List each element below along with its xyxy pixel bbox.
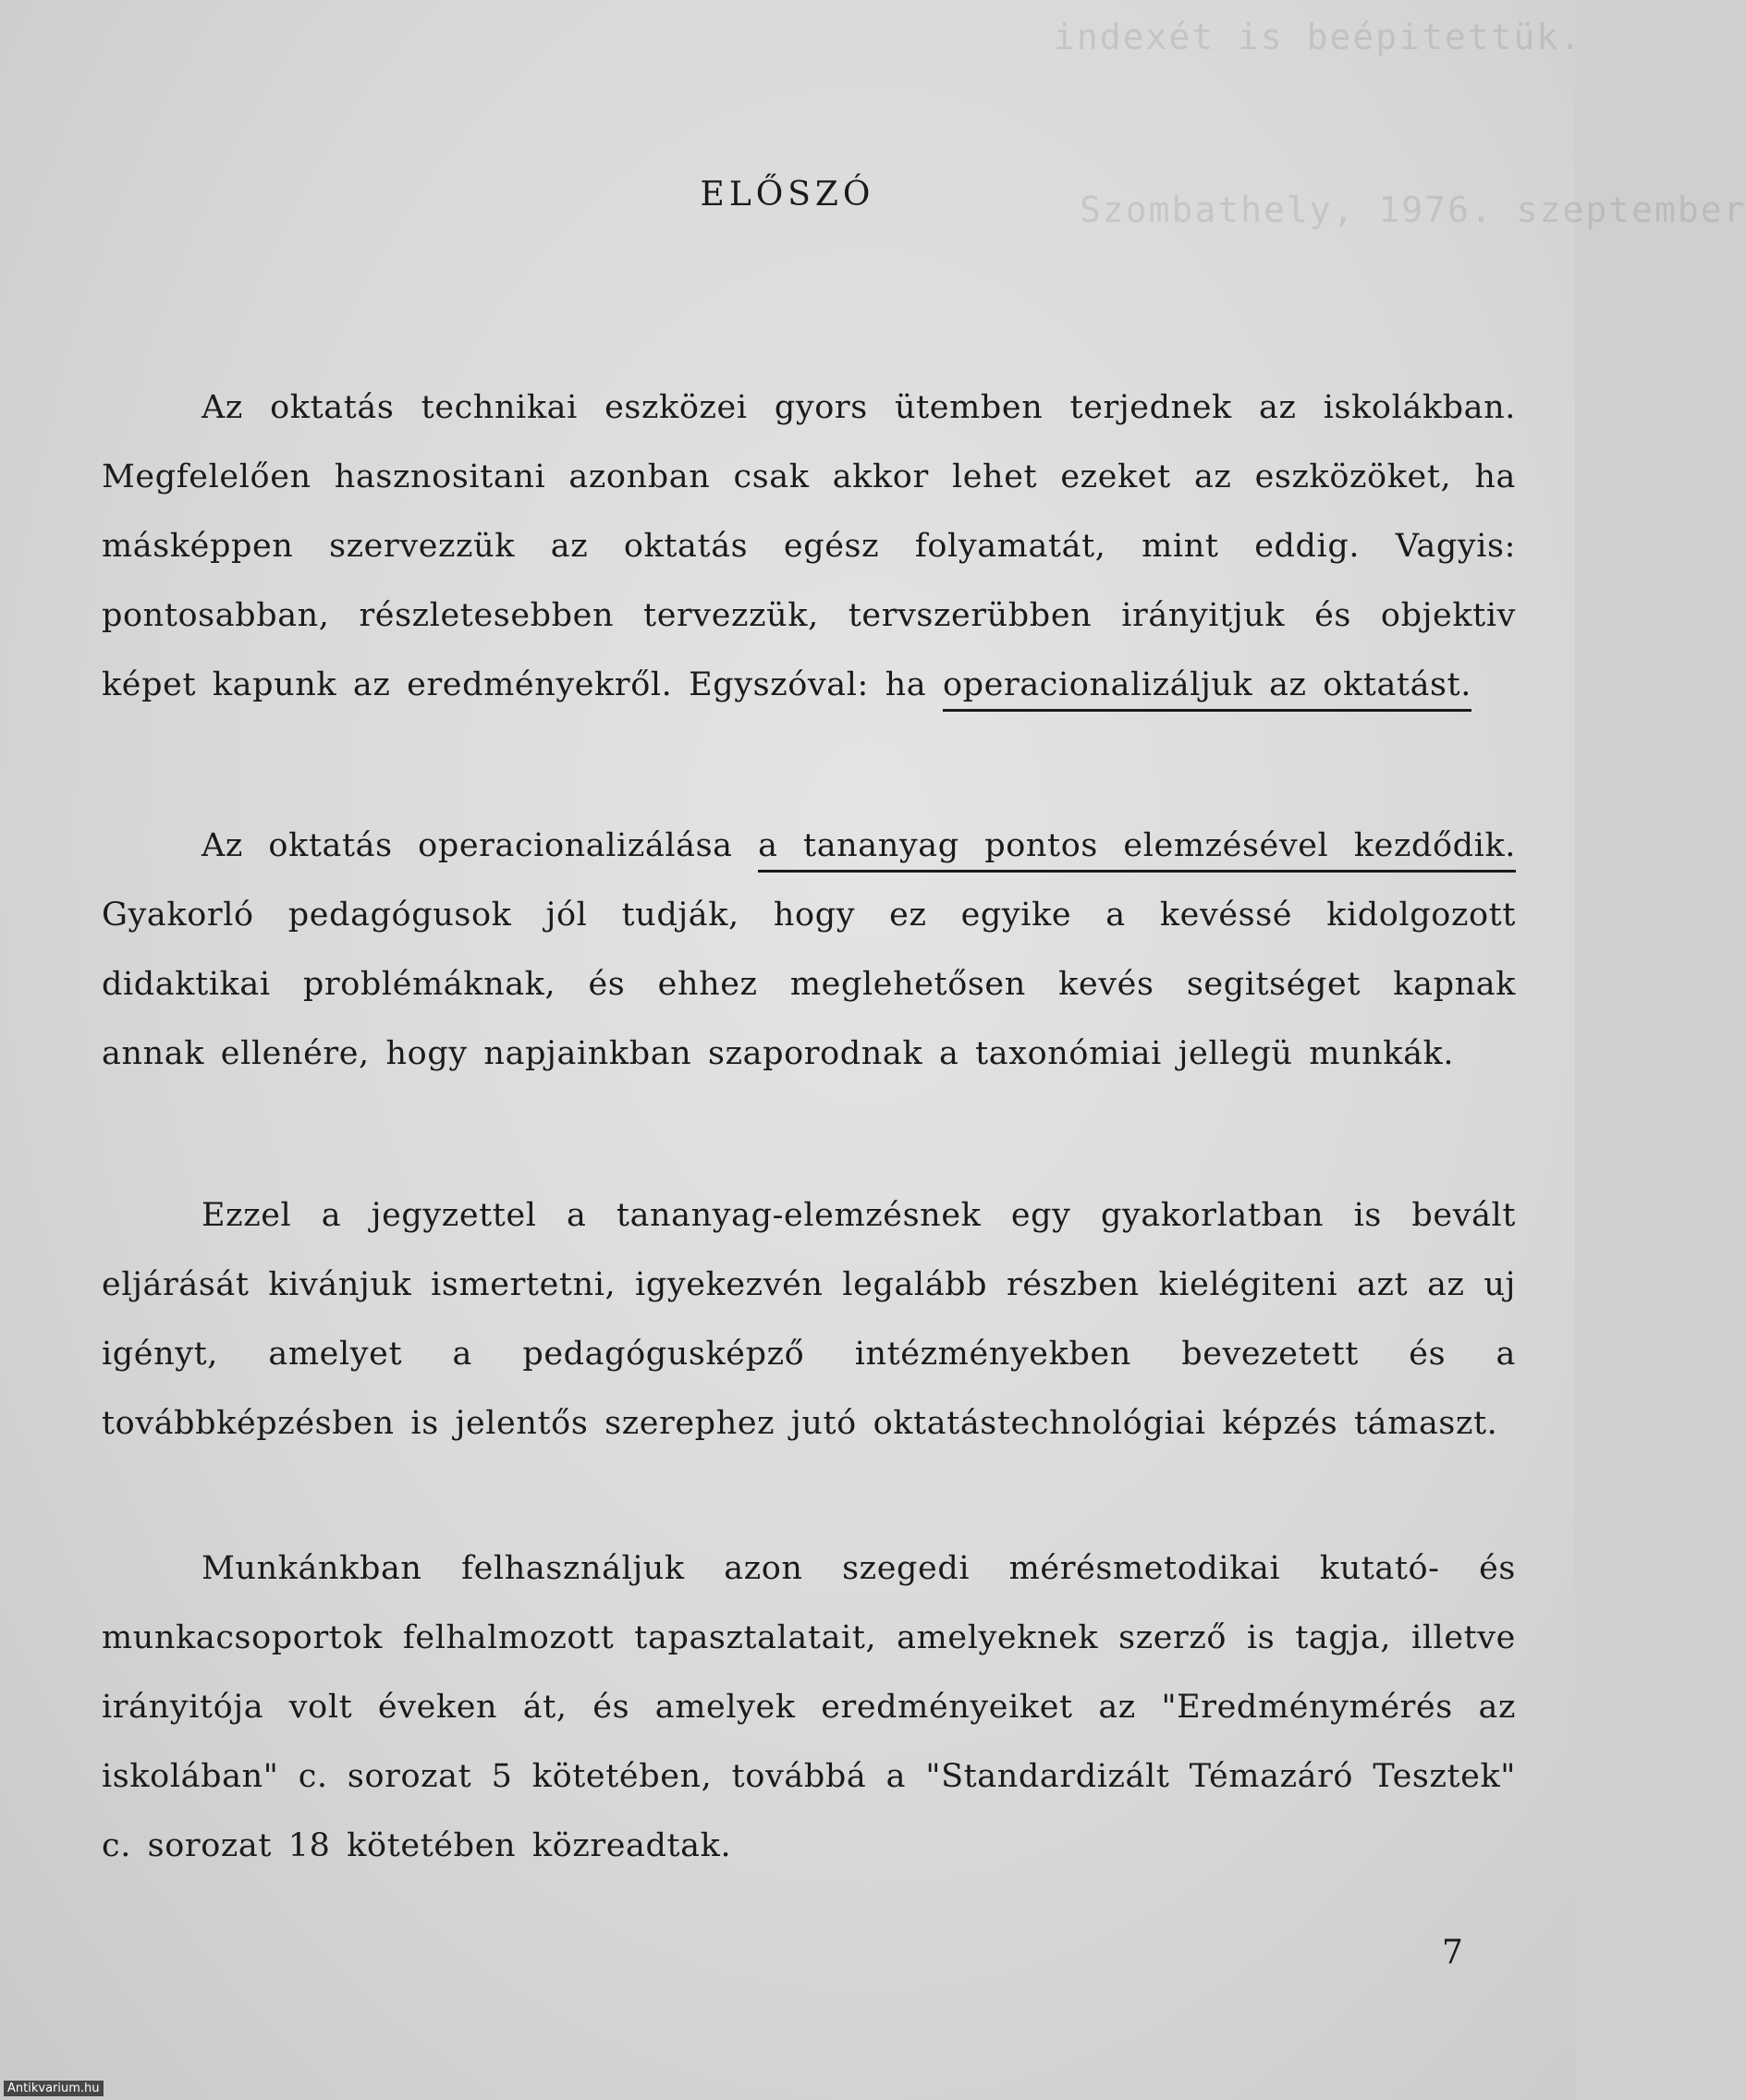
paragraph-text: Az oktatás operacionalizálása [201, 827, 759, 864]
watermark: Antikvarium.hu [4, 2081, 104, 2096]
underlined-phrase: a tananyag pontos elemzésével kezdődik. [758, 827, 1516, 873]
paragraph-text: Munkánkban felhasználjuk azon szegedi mérésmetodikai kutató- és munkacsoportok felhalmozott tapasztalatait, amelyeknek szerző is tagja, illetve irányitója volt éveken át, és amelyek eredményeiket az "Eredménymérés az iskolában" c. sorozat 5 kötetében, továbbá a "Standardizált Témazáró Tesztek" c. sorozat 18 kötetében közreadtak. [102, 1550, 1516, 1864]
paragraph-3 [102, 1181, 1516, 1459]
underlined-phrase: operacionalizáljuk az oktatást. [943, 666, 1471, 712]
paragraph-4 [102, 1534, 1516, 1881]
paragraph-1 [102, 373, 1516, 720]
bleed-through-text: indexét is beépitettük. [1054, 17, 1583, 57]
paragraph-text: Gyakorló pedagógusok jól tudják, hogy ez egyike a kevéssé kidolgozott didaktikai problémáknak, és ehhez meglehetősen kevés segitséget kapnak annak ellenére, hogy napjainkban szaporodnak a taxonómiai jellegü munkák. [102, 897, 1516, 1072]
bleed-through-text: Szombathely, 1976. szeptember [1080, 189, 1746, 230]
paragraph-2 [102, 812, 1516, 1089]
paragraph-text: Ezzel a jegyzettel a tananyag-elemzésnek egy gyakorlatban is bevált eljárását kivánjuk ismertetni, igyekezvén legalább részben kielégiteni azt az uj igényt, amelyet a pedagógusképző intézményekben bevezetett és a továbbképzésben is jelentős szerephez jutó oktatástechnológiai képzés támaszt. [102, 1197, 1516, 1442]
page-title: ELŐSZÓ [700, 176, 875, 214]
page-number: 7 [1442, 1934, 1463, 1972]
paragraph-text: Az oktatás technikai eszközei gyors ütemben terjednek az iskolákban. Megfelelően hasznositani azonban csak akkor lehet ezeket az eszközöket, ha másképpen szervezzük az oktatás egész folyamatát, mint eddig. Vagyis: pontosabban, részletesebben tervezzük, tervszerübben irányitjuk és objektiv képet kapunk az eredményekről. Egyszóval: ha [102, 389, 1516, 703]
